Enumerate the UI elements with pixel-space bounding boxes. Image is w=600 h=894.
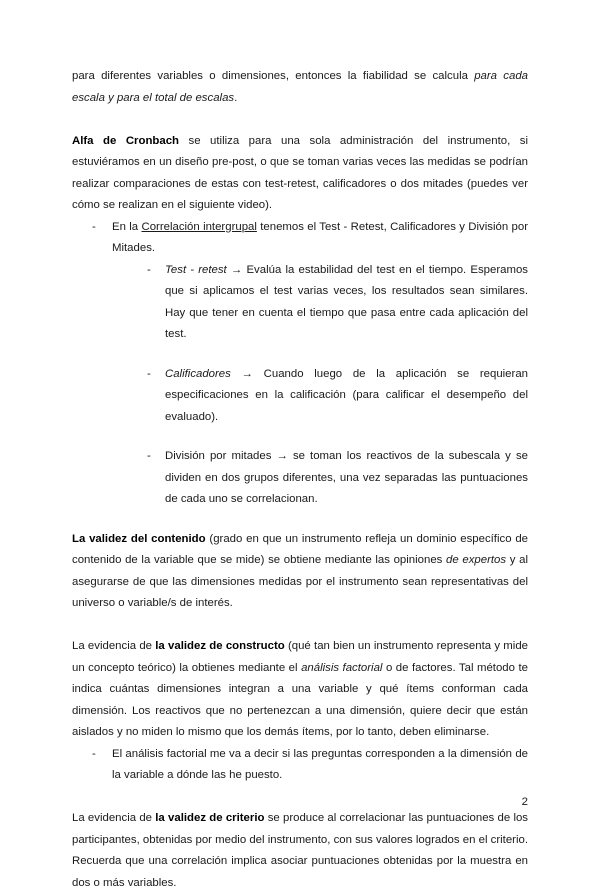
sub-bullet-list bbox=[112, 260, 528, 511]
document-page bbox=[72, 66, 528, 894]
list-item-correlacion: - En la Correlación intergrupal tenemos el Test - Retest, Calificadores y División por Mitades. - Test - retest → Evalúa la estabilidad del test en el tiempo. Esperamos que si aplicamos el test varias veces, los resultados sean similares. Hay que tener en cuenta el tiempo que pasa entre cada aplicación del test. - Calificadores → Cuando luego de la aplicación se requieran especificaciones en la calificación (para calificar el desempeño del evaluado). - División por mitades → se toman los reactivos de la subescala y se dividen en dos grupos diferentes, una vez separadas las puntuaciones de cada uno se correlacionan. bbox=[92, 217, 528, 511]
paragraph-alfa-cronbach: Alfa de Cronbach se utiliza para una sola administración del instrumento, si estuviéramos en un diseño pre-post, o que se toman varias veces las medidas se podrían realizar comparaciones de estas con test-retest, calificadores o dos mitades (puedes ver cómo se realizan en el siguiente video). bbox=[72, 134, 528, 211]
list-item-test-retest: - Test - retest → Evalúa la estabilidad del test en el tiempo. Esperamos que si aplicamos el test varias veces, los resultados sean similares. Hay que tener en cuenta el tiempo que pasa entre cada aplicación del test. bbox=[147, 260, 528, 346]
list-item-division-mitades: - División por mitades → se toman los reactivos de la subescala y se dividen en dos grupos diferentes, una vez separadas las puntuaciones de cada uno se correlacionan. bbox=[147, 446, 528, 511]
page-number: 2 bbox=[521, 796, 528, 808]
bold-term: Alfa de Cronbach bbox=[72, 134, 179, 147]
link-correlacion-intergrupal[interactable]: Correlación intergrupal bbox=[141, 220, 257, 233]
paragraph-validez-constructo: La evidencia de la validez de constructo (qué tan bien un instrumento representa y mide un concepto teórico) la obtienes mediante el análisis factorial o de factores. Tal método te indica cuántas dimensiones integran a una variable y qué ítems conforman cada dimensión. Los reactivos que no pertenezcan a una dimensión, quiere decir que están aislados y no miden lo mismo que los demás ítems, por lo tanto, deben eliminarse. bbox=[72, 640, 528, 738]
paragraph-validez-contenido: La validez del contenido (grado en que un instrumento refleja un dominio específico de contenido de la variable que se mide) se obtiene mediante las opiniones de expertos y al asegurarse de que las dimensiones medidas por el instrumento sean representativas del universo o variable/s de interés. bbox=[72, 532, 529, 609]
bullet-list-analisis bbox=[72, 744, 528, 787]
italic-text: para cada escala y para el total de escalas bbox=[72, 70, 528, 104]
list-item-analisis-factorial: - El análisis factorial me va a decir si las preguntas corresponden a la dimensión de la variable a dónde las he puesto. bbox=[92, 744, 528, 787]
paragraph-fiabilidad: para diferentes variables o dimensiones, entonces la fiabilidad se calcula para cada escala y para el total de escalas. bbox=[72, 70, 528, 104]
paragraph-validez-criterio: La evidencia de la validez de criterio se produce al correlacionar las puntuaciones de los participantes, obtenidas por medio del instrumento, con sus valores logrados en el criterio. Recuerda que una correlación implica asociar puntuaciones obtenidas por la muestra en dos o más variables. bbox=[72, 812, 529, 889]
bullet-list bbox=[72, 217, 528, 511]
list-item-calificadores: - Calificadores → Cuando luego de la aplicación se requieran especificaciones en la calificación (para calificar el desempeño del evaluado). bbox=[147, 364, 528, 429]
